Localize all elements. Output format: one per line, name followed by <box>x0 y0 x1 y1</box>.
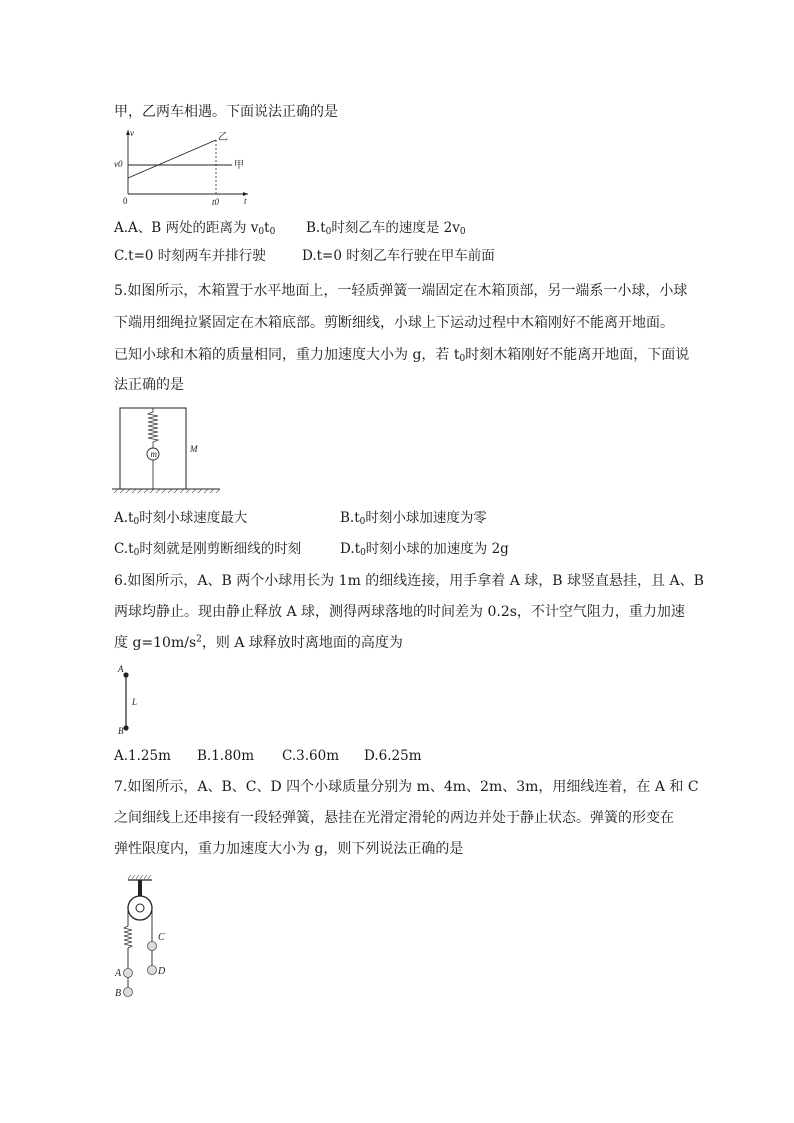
q6-line-1: 6.如图所示，A、B 两个小球用长为 1m 的细线连接，用手拿着 A 球，B 球竖直悬挂，且 A、B <box>114 573 704 589</box>
question-continuation: 甲，乙两车相遇。下面说法正确的是 <box>114 104 338 120</box>
ball-m-label: m <box>150 449 157 459</box>
q5-line-4: 法正确的是 <box>114 377 184 393</box>
q5-option-d: $D.t_0$时刻小球的加速度为 2g <box>340 541 509 558</box>
q7-line-1: 7.如图所示，A、B、C、D 四个小球质量分别为 m、4m、2m、3m，用细线连着，在 A 和 C <box>114 779 699 795</box>
vt-graph-figure <box>112 128 252 208</box>
v0-label: v0 <box>114 159 123 169</box>
yi-line <box>128 140 216 178</box>
q5-line-2: 下端用细绳拉紧固定在木箱底部。剪断细线，小球上下运动过程中木箱刚好不能离开地面。 <box>114 315 674 331</box>
ball-c-label: C <box>158 932 165 943</box>
spring-box-figure <box>112 402 224 494</box>
ball-b-label: B <box>118 726 124 736</box>
ball-c <box>148 942 157 951</box>
q4-option-a: A.A、B 两处的距离为 $v_0t_0$ <box>114 220 276 237</box>
ceiling-hatch <box>128 875 151 879</box>
q5-line-3: 已知小球和木箱的质量相同，重力加速度大小为 g，若 $t_0$时刻木箱刚好不能离开地面，下面说 <box>114 347 690 364</box>
ball-a-label: A <box>118 664 124 674</box>
spring <box>148 408 158 448</box>
q6-option-c: C.3.60m <box>282 748 339 764</box>
q5-option-a: $A.t_0$时刻小球速度最大 <box>114 510 248 527</box>
ball-d <box>148 966 157 975</box>
jia-label: 甲 <box>234 160 244 171</box>
q4-option-d: D.t=0 时刻乙车行驶在甲车前面 <box>302 248 495 264</box>
q4-option-c: C.t=0 时刻两车并排行驶 <box>114 248 266 264</box>
q4-option-b: $B.t_0$时刻乙车的速度是 $2v_0$ <box>306 220 466 237</box>
pulley-wheel <box>128 896 152 920</box>
ball-d-label: D <box>158 966 166 977</box>
q6-line-3: 度 $g=10m/s^2$，则 A 球释放时离地面的高度为 <box>114 634 403 651</box>
q6-option-b: B.1.80m <box>197 748 255 764</box>
t-axis-label: t <box>244 196 247 206</box>
ball-b-label: B <box>115 988 122 999</box>
spring <box>124 926 132 948</box>
two-balls-figure <box>114 662 154 738</box>
yi-label: 乙 <box>218 132 228 143</box>
length-label: L <box>132 697 138 707</box>
ground-hatch <box>114 489 220 493</box>
pulley-figure <box>110 874 180 1002</box>
q5-line-1: 5.如图所示，木箱置于水平地面上，一轻质弹簧一端固定在木箱顶部，另一端系一小球，小球 <box>114 283 688 299</box>
q6-option-a: A.1.25m <box>114 748 171 764</box>
box-m-label: M <box>190 444 198 454</box>
ball-a-label: A <box>115 968 122 979</box>
q7-line-3: 弹性限度内，重力加速度大小为 g，则下列说法正确的是 <box>114 841 464 857</box>
q6-line-2: 两球均静止。现由静止释放 A 球，测得两球落地的时间差为 0.2s，不计空气阻力，重力加速 <box>114 604 685 620</box>
q5-option-c: $C.t_0$时刻就是刚剪断细线的时刻 <box>114 541 302 558</box>
ball-b <box>123 725 128 730</box>
ball-a <box>124 969 133 978</box>
ball-b <box>124 988 133 997</box>
q5-option-b: $B.t_0$时刻小球加速度为零 <box>340 510 487 527</box>
v-axis-label: v <box>130 128 134 138</box>
t0-label: t0 <box>212 197 220 207</box>
origin-label: 0 <box>123 196 128 206</box>
q6-option-d: D.6.25m <box>364 748 422 764</box>
q7-line-2: 之间细线上还串接有一段轻弹簧，悬挂在光滑定滑轮的两边并处于静止状态。弹簧的形变在 <box>114 810 674 826</box>
